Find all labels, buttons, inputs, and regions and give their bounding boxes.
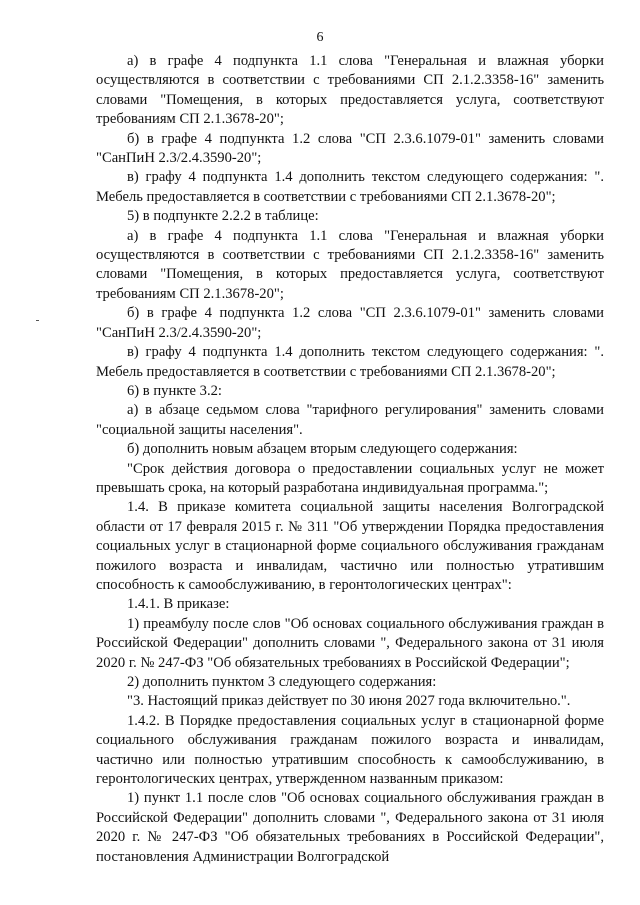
paragraph-7: в) графу 4 подпункта 1.4 дополнить текстом следующего содержания: ". Мебель предоставляется в соответствии с требованиями СП 2.1.3678-20"; (96, 344, 604, 380)
paragraph-4: 5) в подпункте 2.2.2 в таблице: (127, 208, 319, 225)
document-body (96, 52, 604, 867)
paragraph-9: а) в абзаце седьмом слова "тарифного регулирования" заменить словами "социальной защиты населения". (96, 402, 604, 438)
paragraph-2: б) в графе 4 подпункта 1.2 слова "СП 2.3.6.1079-01" заменить словами "СанПиН 2.3/2.4.3590-20"; (96, 130, 604, 167)
paragraph-13: 1.4.1. В приказе: (127, 596, 230, 613)
paragraph-3: в) графу 4 подпункта 1.4 дополнить текстом следующего содержания: ". Мебель предоставляется в соответствии с требованиями СП 2.1.3678-20"; (96, 169, 604, 205)
page-number: 6 (316, 30, 324, 45)
paragraph-16: "3. Настоящий приказ действует по 30 июня 2027 года включительно.". (127, 693, 571, 710)
paragraph-12: 1.4. В приказе комитета социальной защиты населения Волгоградской области от 17 февраля 2015 г. № 311 "Об утверждении Порядка предоставления социальных услуг в стационарной форме социального обслуживания гражданам пожилого возраста и инвалидам, частично или полностью утратившим способность к самообслуживанию, в геронтологических центрах": (96, 499, 604, 593)
paragraph-18: 1) пункт 1.1 после слов "Об основах социального обслуживания граждан в Российской Федерации" дополнить словами ", Федерального закона от 31 июля 2020 г. № 247-ФЗ "Об обязательных требованиях в Российской Федерации", постановления Администрации Волгоградской (96, 790, 604, 865)
paragraph-8: 6) в пункте 3.2: (127, 382, 222, 399)
paragraph-1: а) в графе 4 подпункта 1.1 слова "Генеральная и влажная уборки осуществляются в соответствии с требованиями СП 2.1.2.3358-16" заменить словами "Помещения, в которых предоставляется услуга, соответствуют требованиям СП 2.1.3678-20"; (96, 53, 604, 128)
paragraph-10: б) дополнить новым абзацем вторым следующего содержания: (127, 441, 518, 458)
paragraph-15: 2) дополнить пунктом 3 следующего содержания: (127, 674, 437, 690)
paragraph-14: 1) преамбулу после слов "Об основах социального обслуживания граждан в Российской Федерации" дополнить словами ", Федерального закона от 31 июля 2020 г. № 247-ФЗ "Об обязательных требованиях в Российской Федерации"; (96, 615, 604, 671)
margin-mark (36, 320, 39, 321)
paragraph-11: "Срок действия договора о предоставлении социальных услуг не может превышать срока, на который разработана индивидуальная программа."; (96, 460, 604, 496)
paragraph-6: б) в графе 4 подпункта 1.2 слова "СП 2.3.6.1079-01" заменить словами "СанПиН 2.3/2.4.3590-20"; (96, 305, 604, 341)
paragraph-5: а) в графе 4 подпункта 1.1 слова "Генеральная и влажная уборки осуществляются в соответствии с требованиями СП 2.1.2.3358-16" заменить словами "Помещения, в которых предоставляется услуга, соответствуют требованиям СП 2.1.3678-20"; (96, 227, 604, 302)
paragraph-17: 1.4.2. В Порядке предоставления социальных услуг в стационарной форме социального обслуживания гражданам пожилого возраста и инвалидам, частично или полностью утратившим способность к самообслуживанию, в геронтологических центрах, утвержденном названным приказом: (96, 712, 604, 788)
